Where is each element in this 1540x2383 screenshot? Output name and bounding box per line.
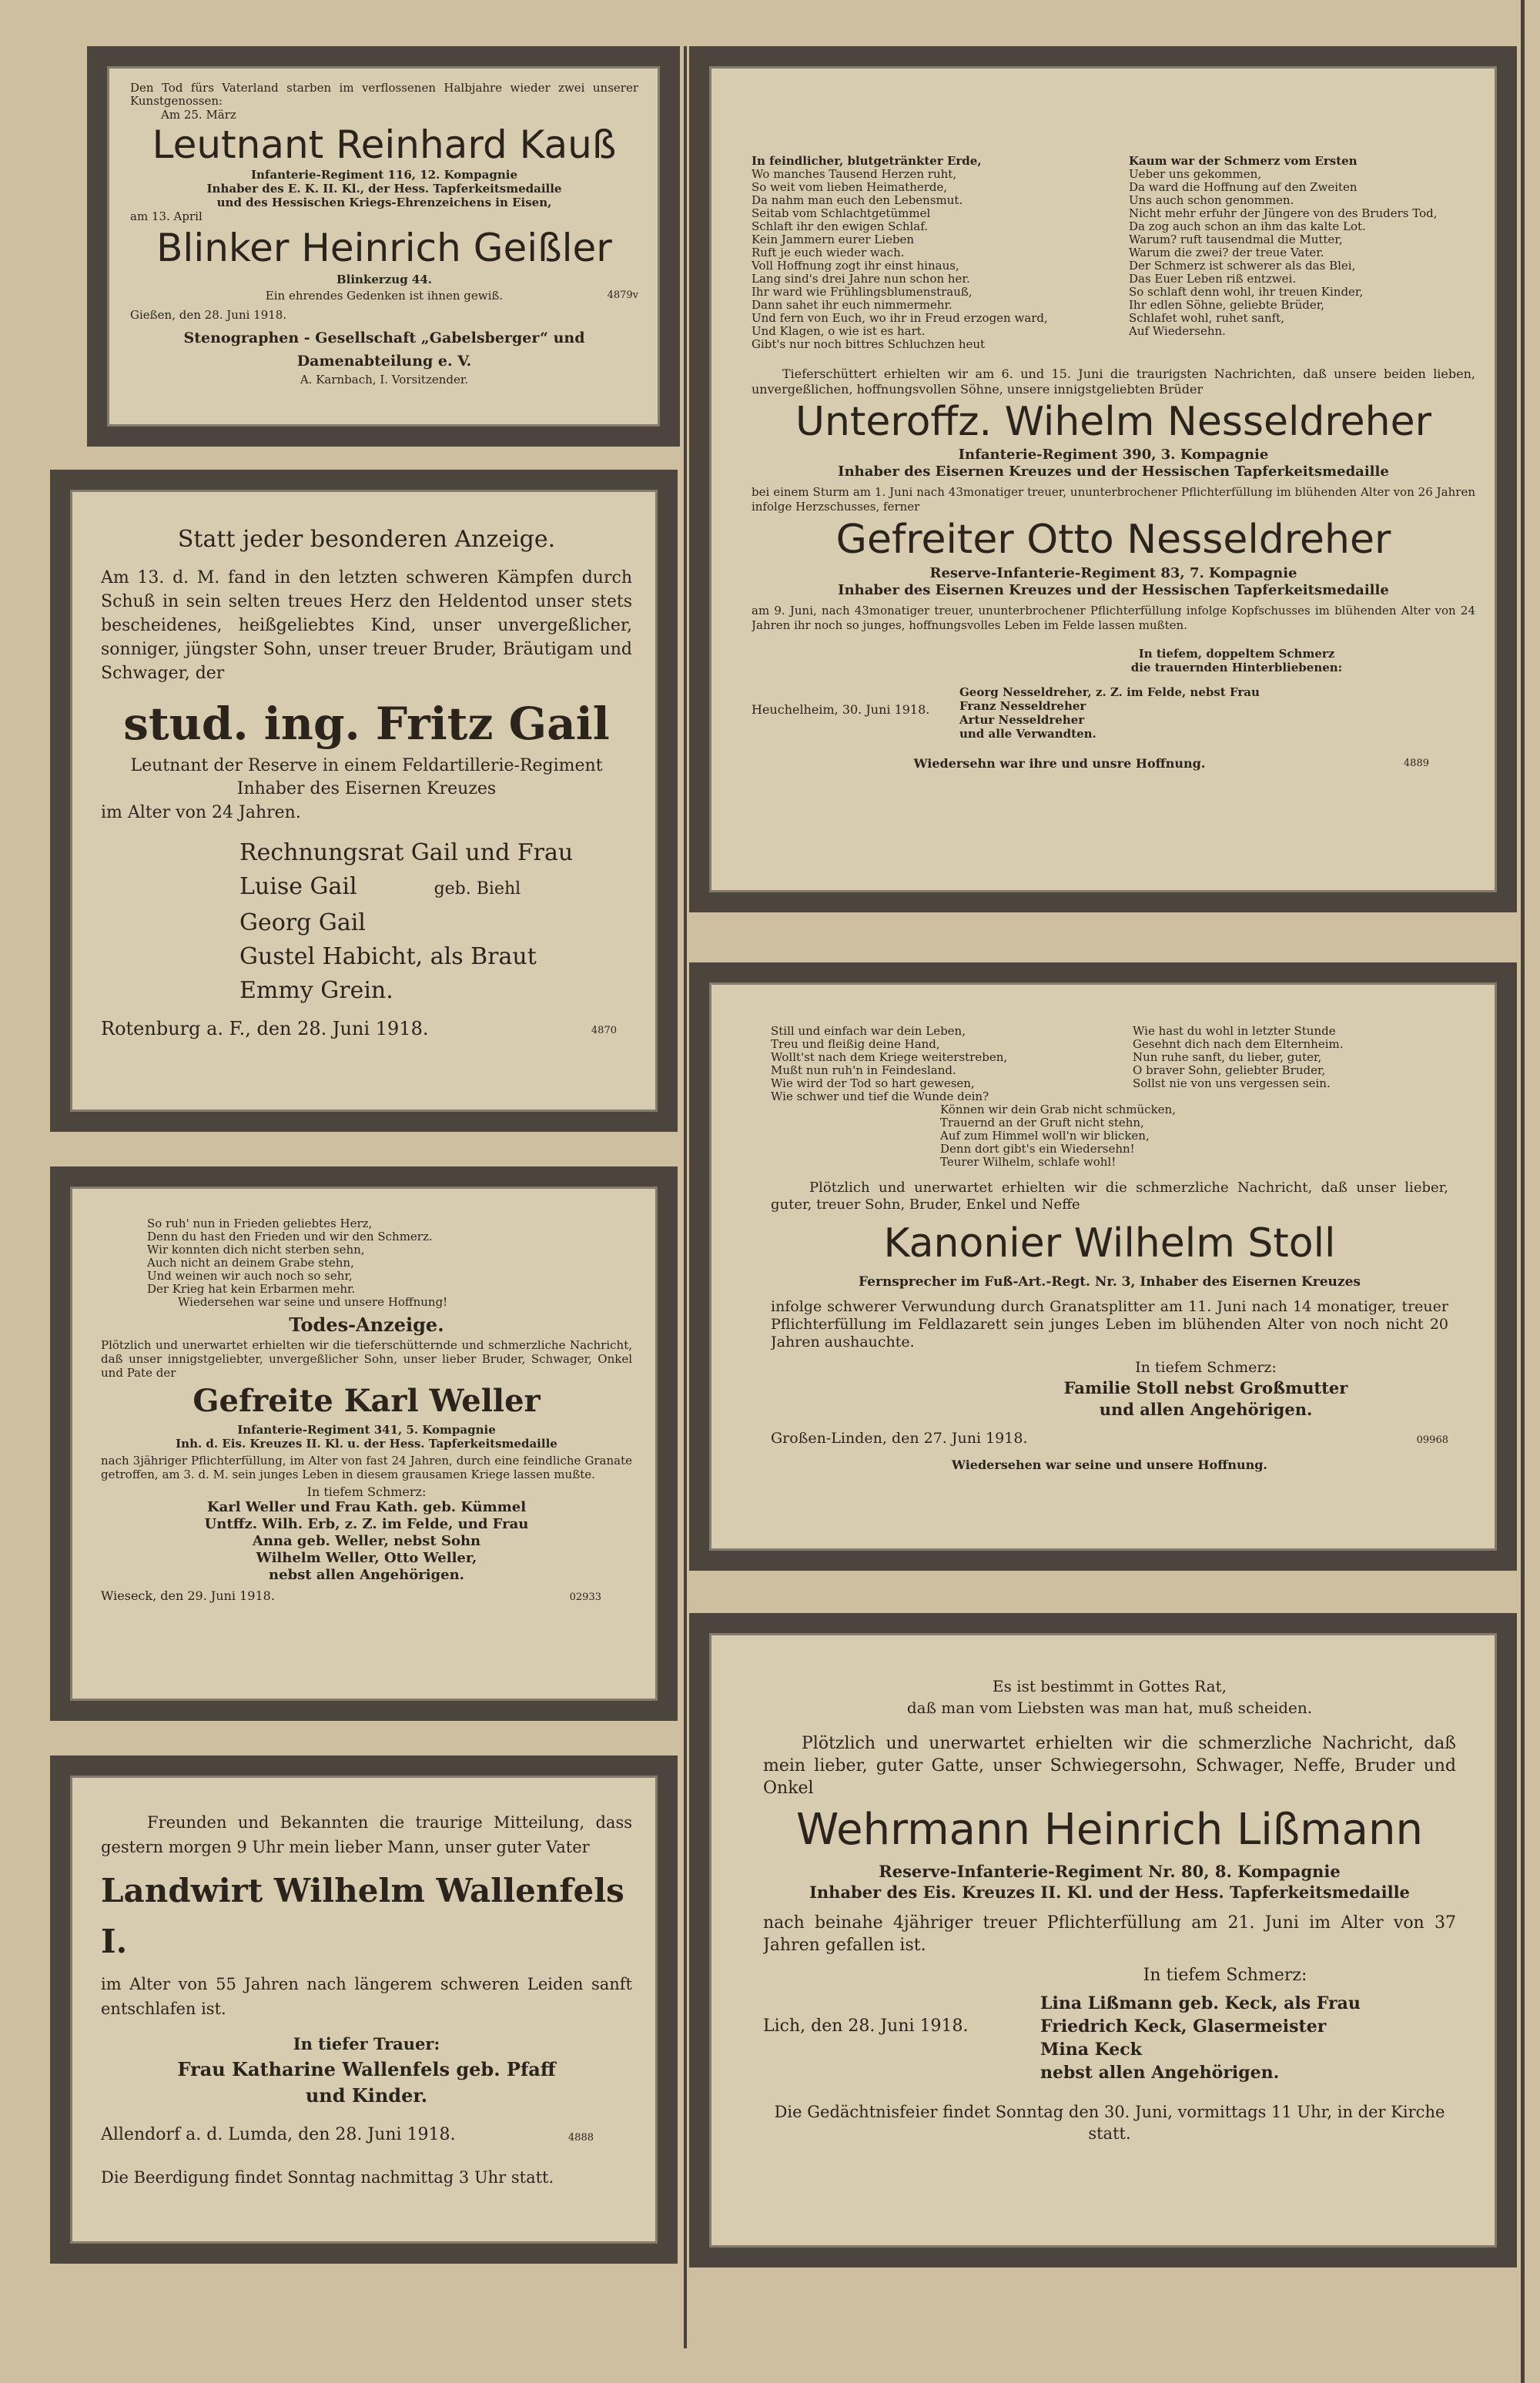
- funeral-note: Die Beerdigung findet Sonntag nachmittag 3 Uhr statt.: [101, 2168, 554, 2187]
- mourner: Artur Nesseldreher: [959, 713, 1085, 727]
- place-date: Lich, den 28. Juni 1918.: [763, 2017, 969, 2036]
- poem-line: Kaum war der Schmerz vom Ersten: [1129, 155, 1358, 168]
- poem-line: Ruft je euch wieder wach.: [752, 246, 905, 259]
- hope-line: Wiedersehn war ihre und unsre Hoffnung.: [913, 756, 1206, 771]
- poem-line: Nun ruhe sanft, du lieber, guter,: [1133, 1050, 1322, 1064]
- poem-left: [771, 1025, 1086, 1103]
- mourner-name: Luise Gail: [239, 873, 357, 900]
- notice-body: nach beinahe 4jähriger treuer Pflichterfüllung am 21. Juni im Alter von 37 Jahren gefallen ist.: [763, 1913, 1456, 1955]
- notice-nesseldreher: [689, 46, 1517, 912]
- mourner: Anna geb. Weller, nebst Sohn: [252, 1533, 481, 1549]
- poem-line: Denn dort gibt's ein Wiedersehn!: [940, 1142, 1135, 1156]
- ad-number: 4879v: [607, 290, 638, 301]
- fallen-name: Gefreiter Otto Nesseldreher: [835, 517, 1391, 563]
- fallen-name: Gefreite Karl Weller: [192, 1383, 541, 1419]
- poem-line: Uns auch schon genommen.: [1129, 193, 1294, 207]
- mourner: [239, 870, 632, 906]
- place-date: Großen-Linden, den 27. Juni 1918.: [771, 1430, 1028, 1447]
- unit-text: Infanterie-Regiment 390, 3. Kompagnie: [958, 447, 1269, 463]
- poem-line: Der Schmerz ist schwerer als das Blei,: [1129, 259, 1356, 273]
- poem-right: [1129, 155, 1475, 351]
- poem-line: Das Euer Leben riß entzwei.: [1129, 272, 1297, 286]
- mourner: Emmy Grein.: [239, 977, 393, 1004]
- unit-text: Infanterie-Regiment 116, 12. Kompagnie: [250, 168, 517, 182]
- place-date: Wieseck, den 29. Juni 1918.: [101, 1588, 275, 1603]
- unit-text: Infanterie-Regiment 341, 5. Kompagnie: [237, 1423, 496, 1437]
- motto-line: daß man vom Liebsten was man hat, muß scheiden.: [906, 1699, 1313, 1717]
- notice-body: infolge schwerer Verwundung durch Granatsplitter am 11. Juni nach 14 monatiger, treuer Pflichterfüllung im Feldlazarett sein junges Leben im blühenden Alter von noch nicht 20 Jahren aushauchte.: [771, 1298, 1448, 1350]
- mourner: Untffz. Wilh. Erb, z. Z. im Felde, und Frau: [204, 1516, 529, 1532]
- poem-line: Kein Jammern eurer Lieben: [752, 233, 915, 246]
- mourner: Gustel Habicht, als Braut: [239, 943, 537, 970]
- poem-line: Und Klagen, o wie ist es hart.: [752, 324, 926, 338]
- ad-number: 4870: [591, 1025, 617, 1036]
- notice-karl-weller: [50, 1166, 678, 1721]
- mourner: nebst allen Angehörigen.: [1040, 2063, 1280, 2083]
- ad-number: 09968: [1416, 1434, 1448, 1446]
- fallen-name: stud. ing. Fritz Gail: [123, 698, 610, 750]
- poem-line: Sollst nie von uns vergessen sein.: [1133, 1076, 1331, 1090]
- mourner: Wilhelm Weller, Otto Weller,: [256, 1550, 477, 1566]
- ad-number: 4888: [567, 2132, 594, 2144]
- fallen-name: Kanonier Wilhelm Stoll: [883, 1220, 1336, 1267]
- unit-text: Reserve-Infanterie-Regiment 83, 7. Kompagnie: [929, 565, 1297, 581]
- mourner: Lina Lißmann geb. Keck, als Frau: [1040, 1993, 1361, 2013]
- poem-line: So weit vom lieben Heimatherde,: [752, 180, 948, 194]
- poem-line: In feindlicher, blutgetränkter Erde,: [752, 155, 982, 168]
- notice-body: Plötzlich und unerwartet erhielten wir die tieferschütternde und schmerzliche Nachricht, daß unser innigstgeliebter, unvergeßlicher Sohn, unser lieber Bruder, Schwager, Onkel und Pate der: [101, 1338, 632, 1380]
- notice-heading: Todes-Anzeige.: [289, 1314, 444, 1336]
- poem-line: Dann sahet ihr euch nimmermehr.: [752, 298, 952, 312]
- grief-line: die trauernden Hinterbliebenen:: [1130, 661, 1343, 674]
- grief-line: In tiefem, doppeltem Schmerz: [1138, 647, 1335, 661]
- poem-line: Wie wird der Tod so hart gewesen,: [771, 1076, 975, 1090]
- poem-line: Lang sind's drei Jahre nun schon her.: [752, 272, 970, 286]
- poem-line: Gesehnt dich nach dem Elternheim.: [1133, 1037, 1344, 1051]
- unit-text: Reserve-Infanterie-Regiment Nr. 80, 8. Kompagnie: [879, 1862, 1341, 1881]
- notice-body: Am 13. d. M. fand in den letzten schweren Kämpfen durch Schuß in sein selten treues Herz den Heldentod unser stets bescheidenes, heißgeliebtes Kind, unser unvergeßlicher, sonniger, jüngster Sohn, unser treuer Bruder, Bräutigam und Schwager, der: [101, 568, 632, 683]
- age-text: im Alter von 24 Jahren.: [101, 803, 301, 822]
- signatory: A. Karnbach, I. Vorsitzender.: [300, 373, 469, 387]
- fallen-name: Leutnant Reinhard Kauß: [152, 122, 617, 167]
- notice-body: nach 3jähriger Pflichterfüllung, im Alter von fast 24 Jahren, durch eine feindliche Granate getroffen, am 3. d. M. sein junges Leben in diesem grausamen Kriege lassen mußte.: [101, 1454, 632, 1481]
- unit-text: Blinkerzug 44.: [336, 273, 433, 286]
- hope-line: Wiedersehen war seine und unsere Hoffnung.: [952, 1458, 1267, 1472]
- notice-body: am 9. Juni, nach 43monatiger treuer, ununterbrochener Pflichterfüllung infolge Kopfschusses im blühenden Alter von 24 Jahren ihr noch so junges, hoffnungsvolles Leben im Felde lassen mußten.: [752, 604, 1475, 632]
- poem-line: So ruh' nun in Frieden geliebtes Herz,: [147, 1217, 373, 1230]
- notice-heading: Statt jeder besonderen Anzeige.: [177, 526, 556, 553]
- fallen-name: Landwirt Wilhelm Wallenfels I.: [101, 1872, 624, 1960]
- honor-text: Inhaber des Eis. Kreuzes II. Kl. und der Hess. Tapferkeitsmedaille: [809, 1883, 1410, 1902]
- intro-text: Den Tod fürs Vaterland starben im verflossenen Halbjahre wieder zwei unserer Kunstgenossen:: [130, 82, 638, 108]
- society-name: Stenographen - Gesellschaft „Gabelsberger“ und Damenabteilung e. V.: [183, 330, 585, 370]
- mourner: nebst allen Angehörigen.: [269, 1567, 464, 1583]
- poem-line: Der Krieg hat kein Erbarmen mehr.: [147, 1282, 356, 1296]
- fallen-name: Wehrmann Heinrich Lißmann: [796, 1805, 1423, 1855]
- notice-body: Plötzlich und unerwartet erhielten wir die schmerzliche Nachricht, daß unser lieber, guter, treuer Sohn, Bruder, Enkel und Neffe: [771, 1180, 1448, 1213]
- notice-body: Plötzlich und unerwartet erhielten wir die schmerzliche Nachricht, daß mein lieber, guter Gatte, unser Schwiegersohn, Schwager, Neffe, Bruder und Onkel: [763, 1734, 1456, 1798]
- notice-body: im Alter von 55 Jahren nach längerem schweren Leiden sanft entschlafen ist.: [101, 1975, 632, 2018]
- mourner: Familie Stoll nebst Großmutter: [1063, 1378, 1348, 1397]
- poem-line: Wir konnten dich nicht sterben sehn,: [147, 1243, 365, 1257]
- fallen-name: Blinker Heinrich Geißler: [156, 226, 612, 270]
- maiden-name: geb. Biehl: [434, 879, 521, 899]
- mourner: und Kinder.: [305, 2084, 428, 2107]
- poem-left: [752, 155, 1098, 351]
- ad-number: 02933: [569, 1591, 601, 1603]
- poem-line: Warum die zwei? der treue Vater.: [1129, 246, 1324, 259]
- poem-line: Auch nicht an deinem Grabe stehn,: [147, 1256, 354, 1270]
- poem-line: Wiedersehen war seine und unsere Hoffnung!: [178, 1295, 448, 1309]
- poem-line: Da nahm man euch den Lebensmut.: [752, 193, 963, 207]
- place-date: Gießen, den 28. Juni 1918.: [130, 308, 287, 322]
- poem-line: Voll Hoffnung zogt ihr einst hinaus,: [752, 259, 959, 273]
- notice-fritz-gail: [50, 470, 678, 1132]
- poem-line: O braver Sohn, geliebter Bruder,: [1133, 1063, 1326, 1077]
- mourner: Georg Gail: [239, 909, 366, 936]
- poem-line: Treu und fleißig deine Hand,: [771, 1037, 940, 1051]
- motto-line: Es ist bestimmt in Gottes Rat,: [993, 1677, 1227, 1695]
- notice-body: Tieferschüttert erhielten wir am 6. und 15. Juni die traurigsten Nachrichten, daß unsere beiden lieben, unvergeßlichen, hoffnungsvollen Söhne, unsere innigstgeliebten Brüder: [752, 366, 1475, 397]
- poem-line: Da ward die Hoffnung auf den Zweiten: [1129, 180, 1358, 194]
- mourner: Mina Keck: [1040, 2040, 1142, 2060]
- grief-line: In tiefem Schmerz:: [306, 1484, 427, 1499]
- death-date: Am 25. März: [161, 108, 236, 122]
- honor-text: Inhaber des E. K. II. Kl., der Hess. Tapferkeitsmedaille: [206, 182, 562, 196]
- grief-line: In tiefem Schmerz:: [1135, 1359, 1277, 1376]
- rank-text: Leutnant der Reserve in einem Feldartillerie-Regiment: [130, 756, 603, 775]
- grief-line: In tiefer Trauer:: [293, 2034, 440, 2053]
- mourner: Karl Weller und Frau Kath. geb. Kümmel: [206, 1499, 527, 1515]
- poem-line: Schlafet wohl, ruhet sanft,: [1129, 311, 1284, 325]
- honor-text: Inhaber des Eisernen Kreuzes und der Hessischen Tapferkeitsmedaille: [838, 582, 1389, 598]
- place-date: Heuchelheim, 30. Juni 1918.: [752, 702, 930, 717]
- poem-line: Teurer Wilhelm, schlafe wohl!: [940, 1155, 1116, 1169]
- notice-body: Freunden und Bekannten die traurige Mitteilung, dass gestern morgen 9 Uhr mein lieber Mann, unser guter Vater: [101, 1813, 632, 1856]
- poem-line: Wo manches Tausend Herzen ruht,: [752, 167, 957, 181]
- honor-text: Inhaber des Eisernen Kreuzes und der Hessischen Tapferkeitsmedaille: [838, 464, 1389, 480]
- poem-line: Wollt'st nach dem Kriege weiterstreben,: [771, 1050, 1008, 1064]
- notice-wallenfels: [50, 1755, 678, 2264]
- poem-line: Schlaft ihr den ewigen Schlaf.: [752, 219, 929, 233]
- poem-line: Auf Wiedersehn.: [1129, 324, 1226, 338]
- death-date: am 13. April: [130, 209, 203, 223]
- place-date: Rotenburg a. F., den 28. Juni 1918.: [101, 1018, 429, 1039]
- poem-line: Auf zum Himmel woll'n wir blicken,: [940, 1129, 1150, 1143]
- honor-text: und des Hessischen Kriegs-Ehrenzeichens in Eisen,: [216, 196, 552, 209]
- ad-number: 4889: [1403, 758, 1429, 769]
- mourner: Friedrich Keck, Glasermeister: [1040, 2017, 1327, 2037]
- poem-line: Ueber uns gekommen,: [1129, 167, 1262, 181]
- poem-line: Still und einfach war dein Leben,: [771, 1025, 966, 1038]
- poem-line: Können wir dein Grab nicht schmücken,: [940, 1103, 1176, 1116]
- grief-line: In tiefem Schmerz:: [1143, 1966, 1307, 1985]
- poem-line: Und fern von Euch, wo ihr in Freud erzogen ward,: [752, 311, 1048, 325]
- mourner: Georg Nesseldreher, z. Z. im Felde, nebst Frau: [959, 685, 1260, 699]
- poem-line: Ihr edlen Söhne, geliebte Brüder,: [1129, 298, 1324, 312]
- mourner: Franz Nesseldreher: [959, 699, 1086, 713]
- notice-wilhelm-stoll: [689, 962, 1517, 1571]
- poem-line: Da zog auch schon an ihm das kalte Lot.: [1129, 219, 1366, 233]
- mourner: und alle Verwandten.: [959, 727, 1096, 741]
- mourner: Rechnungsrat Gail und Frau: [239, 839, 574, 866]
- honor-text: Inh. d. Eis. Kreuzes II. Kl. u. der Hess. Tapferkeitsmedaille: [176, 1437, 557, 1451]
- honor-text: Inhaber des Eisernen Kreuzes: [236, 779, 497, 798]
- mourner: und allen Angehörigen.: [1099, 1400, 1313, 1419]
- poem: [147, 1217, 632, 1309]
- column-divider: [684, 46, 687, 2348]
- poem-line: So schlaft denn wohl, ihr treuen Kinder,: [1129, 285, 1364, 299]
- right-edge-rule: [1521, 0, 1525, 2383]
- poem-line: Ihr ward wie Frühlingsblumenstrauß,: [752, 285, 973, 299]
- poem-line: Wie schwer und tief die Wunde dein?: [771, 1089, 989, 1103]
- poem-line: Nicht mehr erfuhr der Jüngere von des Bruders Tod,: [1129, 206, 1438, 220]
- poem-line: Seitab vom Schlachtgetümmel: [752, 206, 931, 220]
- fallen-name: Unteroffz. Wihelm Nesseldreher: [795, 399, 1431, 445]
- poem-right: [1133, 1025, 1448, 1103]
- poem-line: Mußt nun ruh'n in Feindesland.: [771, 1063, 956, 1077]
- poem-line: Denn du hast den Frieden und wir den Schmerz.: [147, 1230, 433, 1243]
- notice-body: bei einem Sturm am 1. Juni nach 43monatiger treuer, ununterbrochener Pflichterfüllung im blühenden Alter von 26 Jahren infolge Herzschusses, ferner: [752, 485, 1475, 514]
- memorial-note: Die Gedächtnisfeier findet Sonntag den 30. Juni, vormittags 11 Uhr, in der Kirche statt.: [774, 2103, 1445, 2143]
- notice-kauss-geissler: [87, 46, 680, 447]
- poem-line: Warum? ruft tausendmal die Mutter,: [1129, 233, 1343, 246]
- unit-text: Fernsprecher im Fuß-Art.-Regt. Nr. 3, Inhaber des Eisernen Kreuzes: [859, 1274, 1361, 1290]
- place-date: Allendorf a. d. Lumda, den 28. Juni 1918.: [101, 2125, 456, 2144]
- poem-line: Trauernd an der Gruft nicht stehn,: [940, 1116, 1144, 1130]
- mourner: Frau Katharine Wallenfels geb. Pfaff: [177, 2058, 556, 2080]
- memorial-line: Ein ehrendes Gedenken ist ihnen gewiß.: [265, 289, 504, 303]
- poem-center: [940, 1103, 1448, 1169]
- notice-heinrich-lissmann: [689, 1613, 1517, 2268]
- poem-line: Gibt's nur noch bittres Schluchzen heut: [752, 337, 986, 351]
- poem-line: Und weinen wir auch noch so sehr,: [147, 1269, 353, 1283]
- poem-line: Wie hast du wohl in letzter Stunde: [1133, 1025, 1336, 1038]
